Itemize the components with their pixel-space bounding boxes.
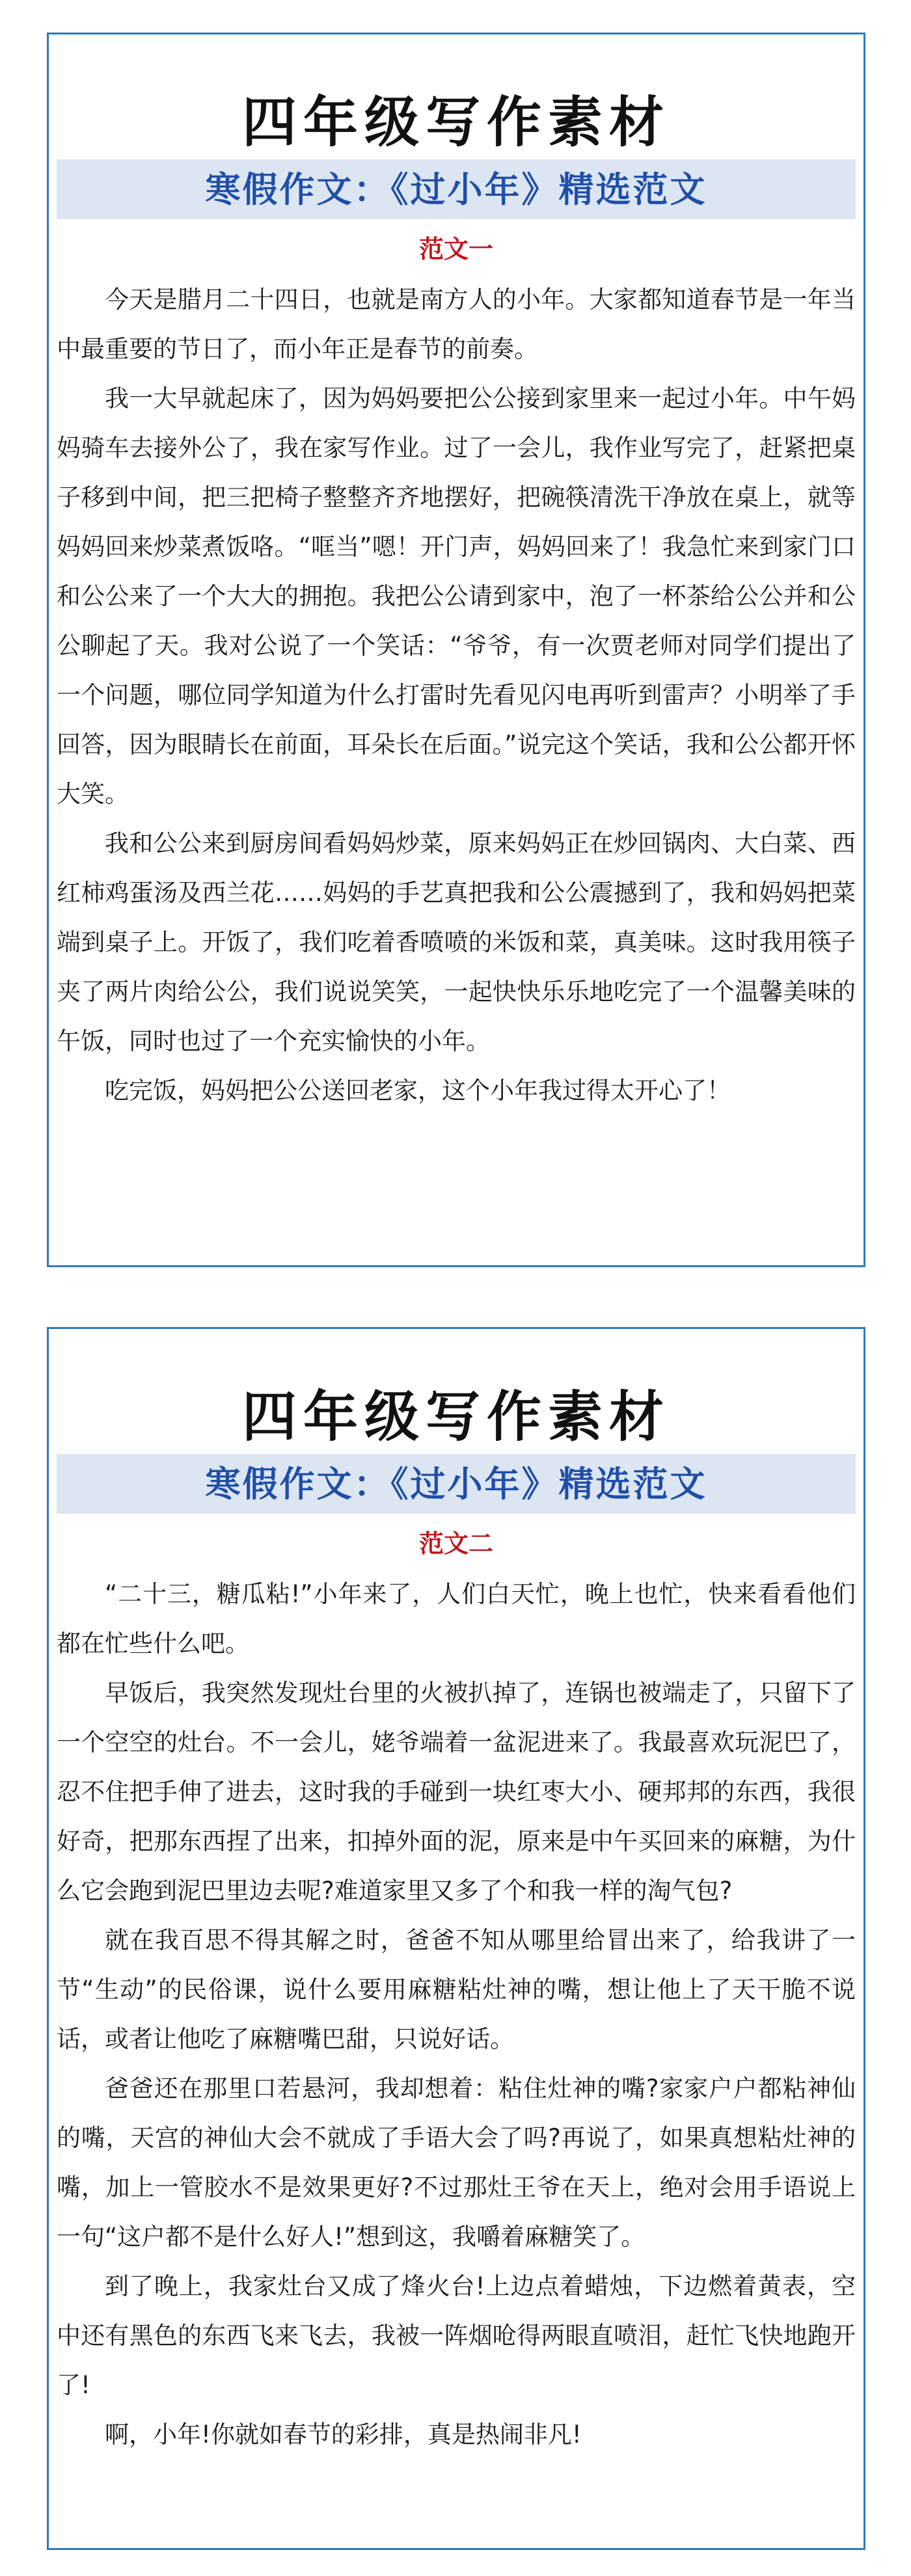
- article-card-1: [47, 33, 865, 1267]
- article-card-2: [47, 1327, 865, 2550]
- paragraph: 爸爸还在那里口若悬河，我却想着：粘住灶神的嘴?家家户户都粘神仙的嘴，天宫的神仙大会不就成了手语大会了吗?再说了，如果真想粘灶神的嘴，加上一管胶水不是效果更好?不过那灶王爷在天上，绝对会用手语说上一句“这户都不是什么好人!”想到这，我嚼着麻糖笑了。: [57, 2074, 856, 2251]
- main-title: 四年级写作素材: [241, 90, 670, 154]
- paragraph: 啊，小年!你就如春节的彩排，真是热闹非凡!: [105, 2421, 582, 2449]
- paragraph: 到了晚上，我家灶台又成了烽火台!上边点着蜡烛，下边燃着黄表，空中还有黑色的东西飞来飞去，我被一阵烟呛得两眼直喷泪，赶忙飞快地跑开了!: [57, 2272, 856, 2399]
- main-title: 四年级写作素材: [241, 1384, 670, 1449]
- paragraph: 就在我百思不得其解之时，爸爸不知从哪里给冒出来了，给我讲了一节“生动”的民俗课，说什么要用麻糖粘灶神的嘴，想让他上了天干脆不说话，或者让他吃了麻糖嘴巴甜，只说好话。: [57, 1926, 856, 2053]
- paragraph: “二十三，糖瓜粘!”小年来了，人们白天忙，晚上也忙，快来看看他们都在忙些什么吧。: [57, 1580, 856, 1657]
- paragraph: 今天是腊月二十四日，也就是南方人的小年。大家都知道春节是一年当中最重要的节日了，而小年正是春节的前奏。: [57, 286, 856, 363]
- paragraph: 吃完饭，妈妈把公公送回老家，这个小年我过得太开心了！: [105, 1077, 731, 1105]
- section-label: 范文二: [418, 1529, 493, 1558]
- subtitle-banner: 寒假作文：《过小年》精选范文: [57, 1454, 856, 1514]
- article-body: [57, 275, 856, 1116]
- paragraph: 我一大早就起床了，因为妈妈要把公公接到家里来一起过小年。中午妈妈骑车去接外公了，我在家写作业。过了一会儿，我作业写完了，赶紧把桌子移到中间，把三把椅子整整齐齐地摆好，把碗筷清洗干净放在桌上，就等妈妈回来炒菜煮饭咯。“哐当”嗯！开门声，妈妈回来了！我急忙来到家门口和公公来了一个大大的拥抱。我把公公请到家中，泡了一杯茶给公公并和公公聊起了天。我对公说了一个笑话：“爷爷，有一次贾老师对同学们提出了一个问题，哪位同学知道为什么打雷时先看见闪电再听到雷声？小明举了手回答，因为眼睛长在前面，耳朵长在后面。”说完这个笑话，我和公公都开怀大笑。: [57, 384, 856, 808]
- paragraph: 早饭后，我突然发现灶台里的火被扒掉了，连锅也被端走了，只留下了一个空空的灶台。不一会儿，姥爷端着一盆泥进来了。我最喜欢玩泥巴了，忍不住把手伸了进去，这时我的手碰到一块红枣大小、硬邦邦的东西，我很好奇，把那东西捏了出来，扣掉外面的泥，原来是中午买回来的麻糖，为什么它会跑到泥巴里边去呢?难道家里又多了个和我一样的淘气包?: [57, 1679, 856, 1905]
- article-body: [57, 1570, 856, 2460]
- subtitle-banner: 寒假作文：《过小年》精选范文: [57, 159, 856, 219]
- section-label: 范文一: [418, 235, 493, 263]
- paragraph: 我和公公来到厨房间看妈妈炒菜，原来妈妈正在炒回锅肉、大白菜、西红柿鸡蛋汤及西兰花……妈妈的手艺真把我和公公震撼到了，我和妈妈把菜端到桌子上。开饭了，我们吃着香喷喷的米饭和菜，真美味。这时我用筷子夹了两片肉给公公，我们说说笑笑，一起快快乐乐地吃完了一个温馨美味的午饭，同时也过了一个充实愉快的小年。: [57, 829, 856, 1055]
